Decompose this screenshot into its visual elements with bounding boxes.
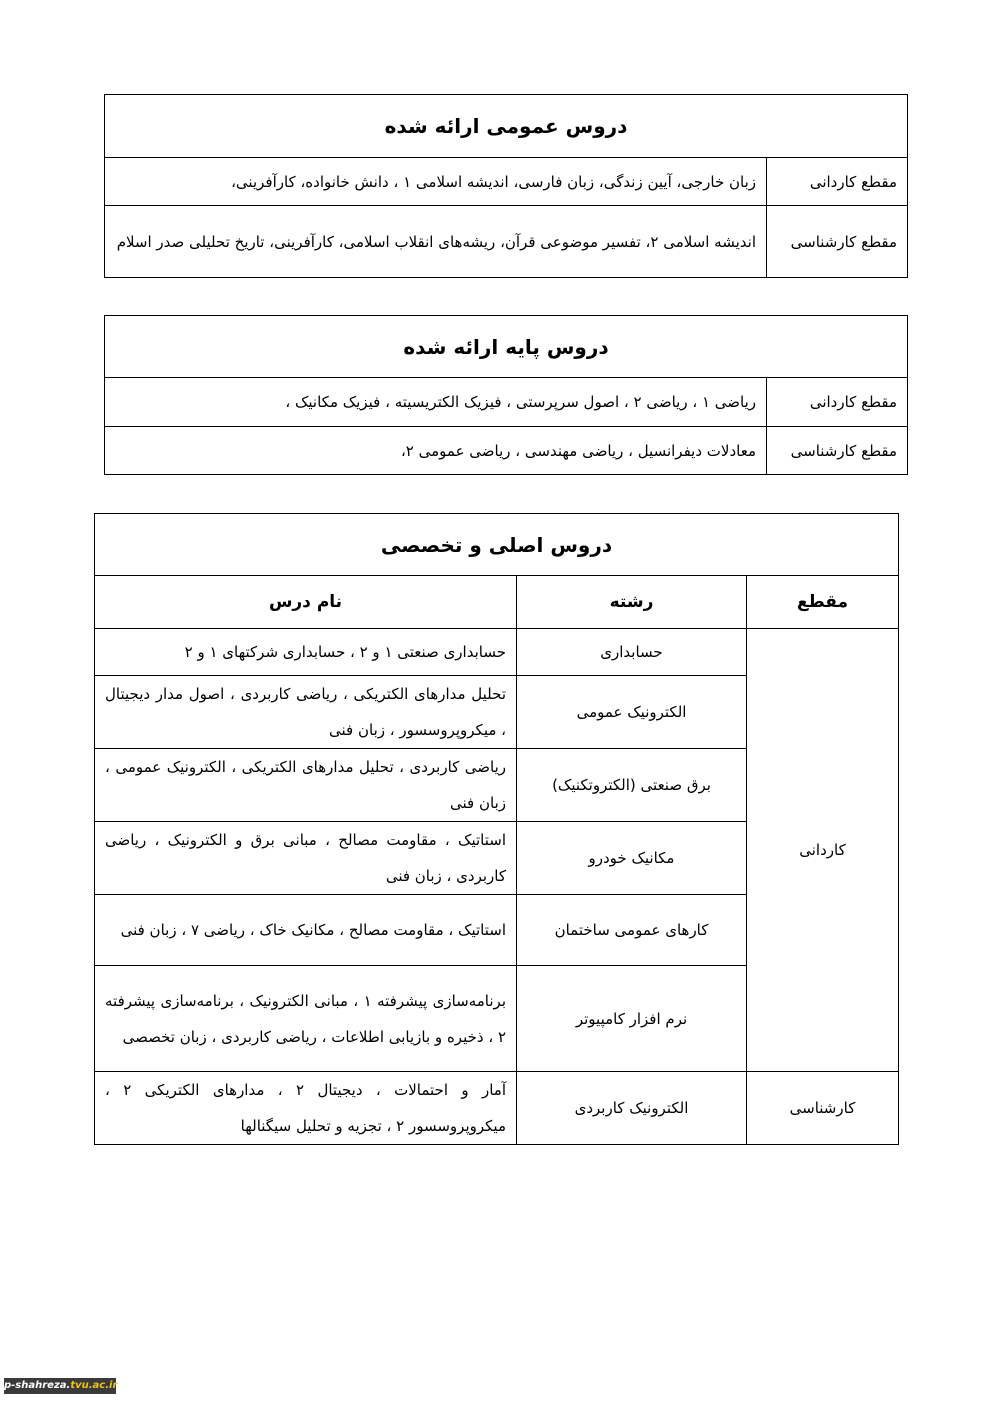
courses-cell: معادلات دیفرانسیل ، ریاضی مهندسی ، ریاضی عمومی ۲،	[105, 427, 767, 475]
courses-cell: ریاضی ۱ ، ریاضی ۲ ، اصول سرپرستی ، فیزیک الکتریسیته ، فیزیک مکانیک ،	[105, 378, 767, 427]
basic-courses-table	[104, 315, 908, 475]
header-courses: نام درس	[95, 576, 517, 629]
courses-cell: تحلیل مدارهای الکتریکی ، ریاضی کاربردی ، اصول مدار دیجیتال ، میکروپروسسور ، زبان فنی	[95, 676, 517, 749]
courses-cell: استاتیک ، مقاومت مصالح ، مبانی برق و الکترونیک ، ریاضی کاربردی ، زبان فنی	[95, 822, 517, 895]
courses-cell: زبان خارجی، آیین زندگی، زبان فارسی، اندیشه اسلامی ۱ ، دانش خانواده، کارآفرینی،	[105, 158, 767, 206]
field-cell: کارهای عمومی ساختمان	[517, 895, 747, 966]
level-cell: مقطع کارشناسی	[767, 427, 908, 475]
footer-domain: tvu.ac.ir	[70, 1380, 118, 1391]
footer-watermark	[4, 1378, 116, 1394]
level-associate: کاردانی	[747, 629, 899, 1072]
level-bachelor: کارشناسی	[747, 1072, 899, 1145]
header-level: مقطع	[747, 576, 899, 629]
field-cell: برق صنعتی (الکتروتکنیک)	[517, 749, 747, 822]
level-cell: مقطع کاردانی	[767, 378, 908, 427]
basic-courses-title: دروس پایه ارائه شده	[105, 316, 908, 378]
field-cell: الکترونیک کاربردی	[517, 1072, 747, 1145]
field-cell: مکانیک خودرو	[517, 822, 747, 895]
level-cell: مقطع کاردانی	[767, 158, 908, 206]
courses-cell: آمار و احتمالات ، دیجیتال ۲ ، مدارهای الکتریکی ۲ ، میکروپروسسور ۲ ، تجزیه و تحلیل سیگنالها	[95, 1072, 517, 1145]
level-cell: مقطع کارشناسی	[767, 206, 908, 278]
specialized-courses-title: دروس اصلی و تخصصی	[95, 514, 899, 576]
field-cell: نرم افزار کامپیوتر	[517, 966, 747, 1072]
general-courses-table	[104, 94, 908, 278]
table-row	[95, 1072, 899, 1145]
courses-cell: ریاضی کاربردی ، تحلیل مدارهای الکتریکی ، الکترونیک عمومی ، زبان فنی	[95, 749, 517, 822]
footer-prefix: p-shahreza.	[4, 1380, 71, 1391]
courses-cell: اندیشه اسلامی ۲، تفسیر موضوعی قرآن، ریشه‌های انقلاب اسلامی، کارآفرینی، تاریخ تحلیلی صدر اسلام	[105, 206, 767, 278]
field-cell: الکترونیک عمومی	[517, 676, 747, 749]
specialized-courses-table	[94, 513, 899, 1145]
table-row	[95, 629, 899, 676]
header-field: رشته	[517, 576, 747, 629]
courses-cell: حسابداری صنعتی ۱ و ۲ ، حسابداری شرکتهای ۱ و ۲	[95, 629, 517, 676]
field-cell: حسابداری	[517, 629, 747, 676]
general-courses-title: دروس عمومی ارائه شده	[105, 95, 908, 158]
courses-cell: استاتیک ، مقاومت مصالح ، مکانیک خاک ، ریاضی ۷ ، زبان فنی	[95, 895, 517, 966]
courses-cell: برنامه‌سازی پیشرفته ۱ ، مبانی الکترونیک ، برنامه‌سازی پیشرفته ۲ ، ذخیره و بازیابی اطلاعات ، ریاضی کاربردی ، زبان تخصصی	[95, 966, 517, 1072]
